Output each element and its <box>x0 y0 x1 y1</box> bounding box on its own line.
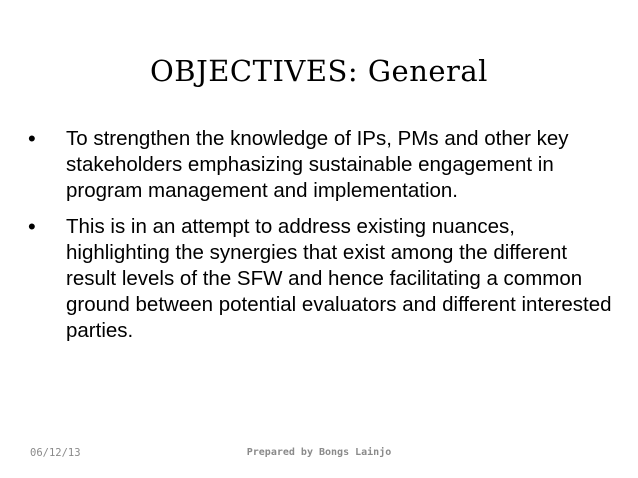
footer-author: Prepared by Bongs Lainjo <box>246 447 392 458</box>
bullet-text: To strengthen the knowledge of IPs, PMs and other key stakeholders emphasizing sustainable engagement in program management and implementation. <box>66 127 569 202</box>
slide-title: OBJECTIVES: General <box>150 54 488 88</box>
bullet-item <box>26 126 612 204</box>
bullet-marker: • <box>28 126 36 151</box>
bullet-item <box>26 214 612 344</box>
bullet-text: This is in an attempt to address existing nuances, highlighting the synergies that exist among the different result levels of the SFW and hence facilitating a common ground between potential evaluators and different interested parties. <box>66 215 612 342</box>
footer-date: 06/12/13 <box>30 447 81 459</box>
bullet-marker: • <box>28 214 36 239</box>
bullet-list <box>26 126 612 354</box>
